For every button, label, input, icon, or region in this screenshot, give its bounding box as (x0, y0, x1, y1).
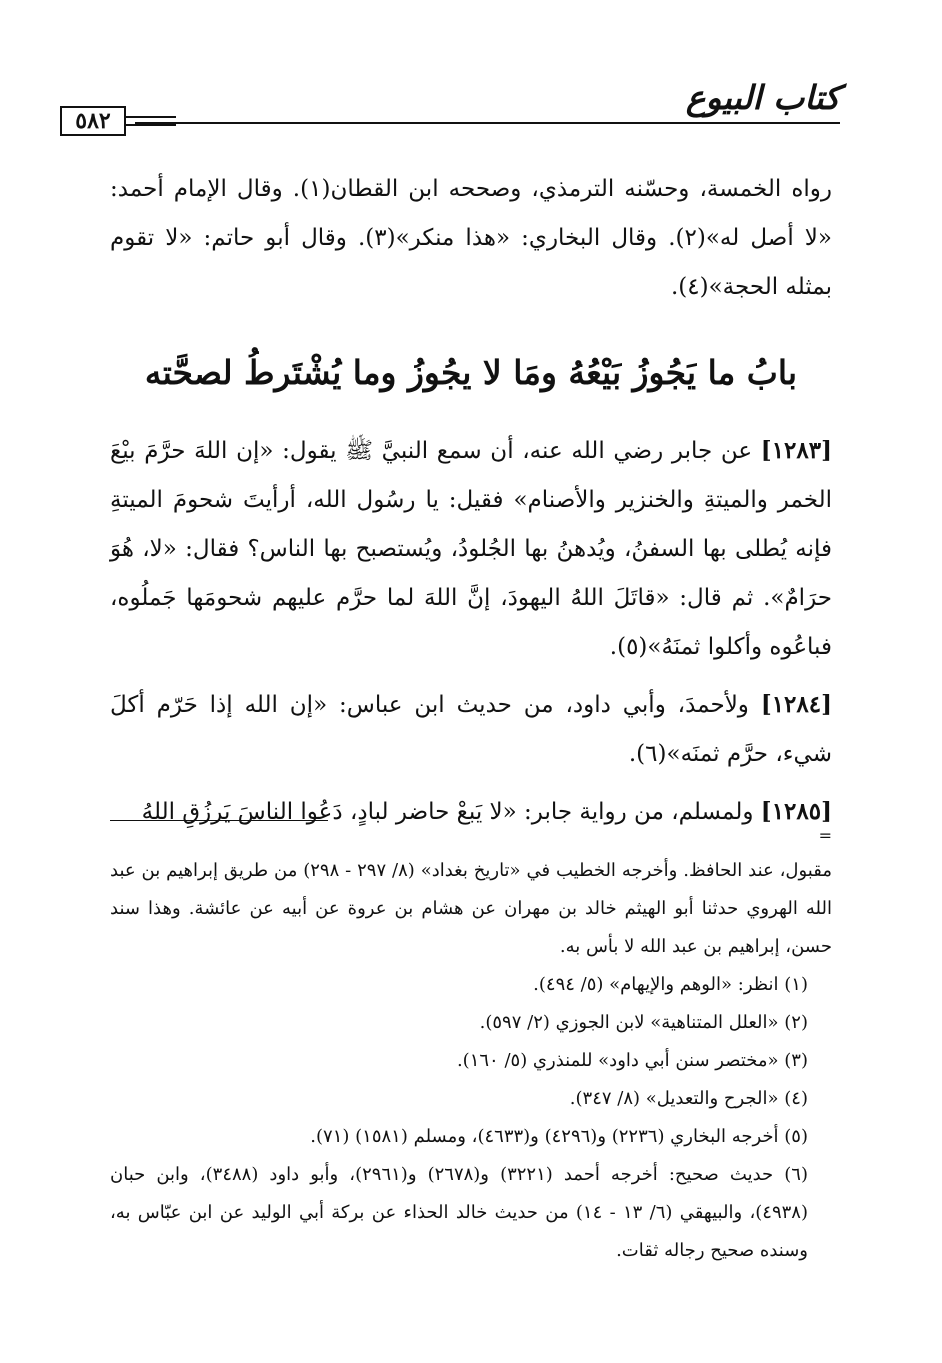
footnote-6: (٦) حديث صحيح: أخرجه أحمد (٣٢٢١) و(٢٦٧٨) و(٢٩٦١)، وأبو داود (٣٤٨٨)، وابن حبان (٤٩٣٨)، والبيهقي (٦/ ١٣ - ١٤) من حديث خالد الحذاء عن بركة أبي الوليد عن ابن عبّاس به، وسنده صحيح رجاله ثقات. (110, 1164, 808, 1261)
hadith-number: [١٢٨٤] (760, 691, 833, 718)
book-title: كتاب البيوع (685, 78, 840, 117)
footnote-3: (٣) «مختصر سنن أبي داود» للمنذري (٥/ ١٦٠). (456, 1050, 808, 1071)
footnotes (110, 852, 832, 1270)
page-header (40, 78, 840, 138)
footnote-2: (٢) «العلل المتناهية» لابن الجوزي (٢/ ٥٩٧). (479, 1012, 808, 1033)
intro-paragraph: رواه الخمسة، وحسّنه الترمذي، وصححه ابن القطان(١). وقال الإمام أحمد: «لا أصل له»(٢). وقال البخاري: «هذا منكر»(٣). وقال أبو حاتم: «لا تقوم بمثله الحجة»(٤). (110, 176, 833, 300)
hadith-text: ولأحمدَ، وأبي داود، من حديث ابن عباس: «إن الله إذا حَرّم أكلَ شيء، حرَّم ثمنَه»(٦). (110, 692, 832, 767)
continuation-marker: = (818, 826, 832, 845)
hadith-text: عن جابر رضي الله عنه، أن سمع النبيَّ ﷺ يقول: «إن اللهَ حرَّمَ بيْعَ الخمر والميتةِ والخنزير والأصنام» فقيل: يا رسُول الله، أرأيتَ شحومَ الميتةِ فإنه يُطلى بها السفنُ، ويُدهنُ بها الجُلودُ، ويُستصبح بها الناس؟ فقال: «لا، هُوَ حرَامٌ». ثم قال: «قاتَلَ اللهُ اليهودَ، إنَّ اللهَ لما حرَّم عليهم شحومَها جَملُوه، فباعُوه وأكلوا ثمنَهُ»(٥). (110, 438, 832, 660)
footnote-5: (٥) أخرجه البخاري (٢٢٣٦) و(٤٢٩٦) و(٤٦٣٣)، ومسلم (١٥٨١) (٧١). (310, 1126, 808, 1147)
hadith-1283 (110, 426, 832, 672)
chapter-title: بابُ ما يَجُوزُ بَيْعُهُ ومَا لا يجُوزُ وما يُشْتَرطُ لصحَّته (144, 353, 798, 392)
footnote-4: (٤) «الجرح والتعديل» (٨/ ٣٤٧). (569, 1088, 808, 1109)
hadith-1285 (110, 787, 832, 837)
header-rule (135, 122, 840, 124)
hadith-text: ولمسلم، من رواية جابر: «لا يَبعْ حاضر لبادٍ، دَعُوا الناسَ يَرزُقِ اللهُ (141, 799, 754, 825)
hadith-1284 (110, 680, 832, 779)
footnote-separator (110, 820, 328, 821)
main-text (110, 165, 832, 845)
hadith-number: [١٢٨٥] (760, 798, 832, 825)
footnote-1: (١) انظر: «الوهم والإيهام» (٥/ ٤٩٤). (533, 974, 808, 995)
hadith-number: [١٢٨٣] (760, 437, 832, 464)
footnote-continuation: مقبول، عند الحافظ. وأخرجه الخطيب في «تاريخ بغداد» (٨/ ٢٩٧ - ٢٩٨) من طريق إبراهيم بن عبد الله الهروي حدثنا أبو الهيثم خالد بن مهران عن هشام بن عروة عن أبيه عن عائشة. وهذا سند حسن، إبراهيم بن عبد الله لا بأس به. (110, 860, 832, 957)
page-number-rules (126, 116, 176, 128)
page-number: ٥٨٢ (60, 106, 126, 136)
